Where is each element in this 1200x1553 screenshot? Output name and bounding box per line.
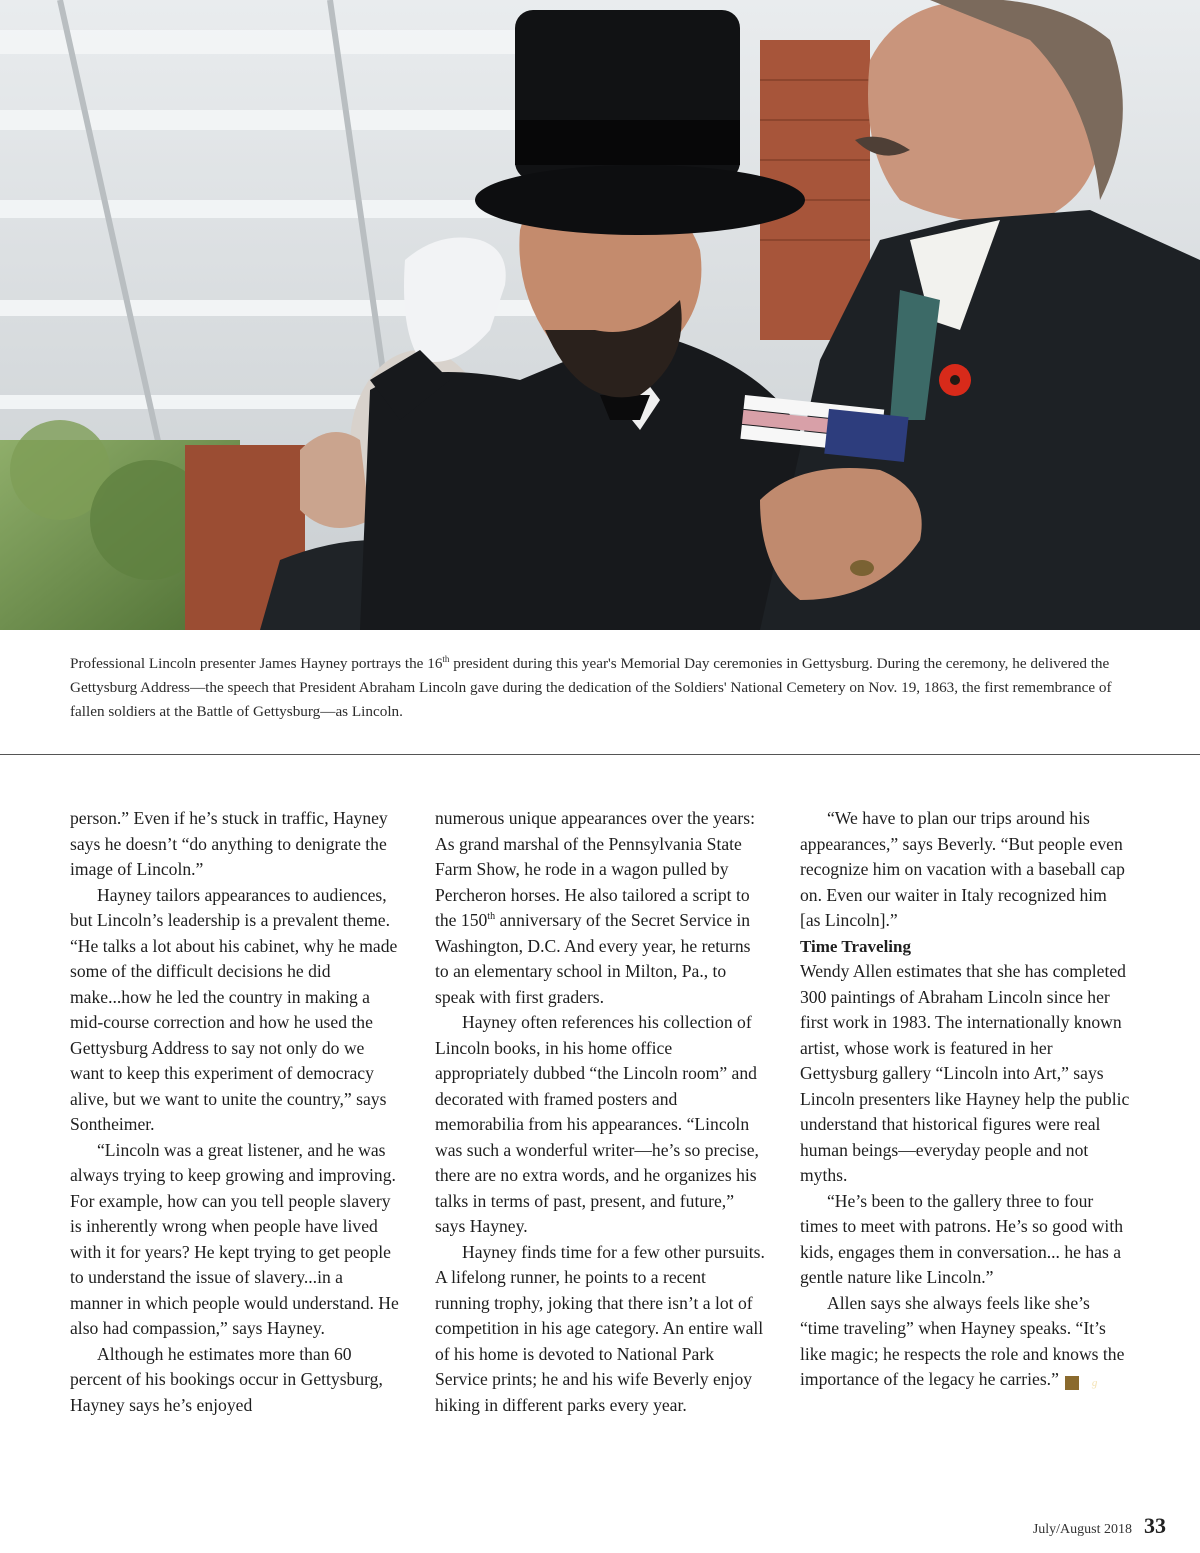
paragraph: “Lincoln was a great listener, and he was always trying to keep growing and improving. For example, how can you tell people slavery is inherently wrong when people have lived with it for years? He kept trying to get people to understand the issue of slavery...in a manner in which people would understand. He also had compassion,” says Hayney. xyxy=(70,1139,399,1338)
paragraph: Wendy Allen estimates that she has completed 300 paintings of Abraham Lincoln since her first work in 1983. The internationally known artist, whose work is featured in her Gettysburg gallery “Lincoln into Art,” says Lincoln presenters like Hayney help the public understand that historical figures were real human beings—everyday people and not myths. xyxy=(800,961,1130,1185)
paragraph-text: anniversary of the Secret Service in Washington, D.C. And every year, he returns to an elementary school in Milton, Pa., to speak with first graders. xyxy=(435,910,751,1007)
section-divider xyxy=(0,754,1200,755)
photo-caption xyxy=(70,652,1140,724)
page-footer xyxy=(1033,1513,1166,1539)
paragraph-text: numerous unique appearances over the years: As grand marshal of the Pennsylvania State Farm Show, he rode in a wagon pulled by Percheron horses. He also tailored a script to the 150 xyxy=(435,808,755,930)
paragraph: “We have to plan our trips around his appearances,” says Beverly. “But people even recognize him on vacation with a baseball cap on. Even our waiter in Italy recognized him [as Lincoln].” xyxy=(800,808,1125,930)
article-column-2 xyxy=(435,806,765,1418)
issue-date: July/August 2018 xyxy=(1032,1522,1132,1537)
paragraph: Although he estimates more than 60 percent of his bookings occur in Gettysburg, Hayney says he’s enjoyed xyxy=(70,1343,383,1415)
section-subhead: Time Traveling xyxy=(800,936,911,956)
paragraph: Hayney tailors appearances to audiences, but Lincoln’s leadership is a prevalent theme. “He talks a lot about his cabinet, why he made some of the difficult decisions he did make...how he led the country in making a mid-course correction and how he used the Gettysburg Address to say not only do we want to keep this experiment of democracy alive, but we want to unite the country,” says Sontheimer. xyxy=(70,884,398,1134)
article-column-1 xyxy=(70,806,400,1418)
paragraph-text: Allen says she always feels like she’s “time traveling” when Hayney speaks. “It’s like magic; he respects the role and knows the importance of the legacy he carries.” xyxy=(800,1292,1125,1389)
caption-text-1: Professional Lincoln presenter James Hayney portrays the 16 xyxy=(70,655,443,672)
page-number: 33 xyxy=(1144,1513,1166,1538)
end-of-article-icon: g xyxy=(1065,1376,1079,1390)
paragraph: person.” Even if he’s stuck in traffic, Hayney says he doesn’t “do anything to denigrate the image of Lincoln.” xyxy=(70,808,388,879)
paragraph: “He’s been to the gallery three to four times to meet with patrons. He’s so good with kids, engages them in conversation... he has a gentle nature like Lincoln.” xyxy=(800,1190,1124,1287)
hero-photo xyxy=(0,0,1200,630)
superscript: th xyxy=(487,911,496,923)
caption-superscript: th xyxy=(442,653,450,664)
paragraph: Hayney finds time for a few other pursuits. A lifelong runner, he points to a recent running trophy, joking that there isn’t a lot of competition in his age category. An entire wall of his home is devoted to National Park Service prints; he and his wife Beverly enjoy hiking in different parks every year. xyxy=(435,1241,765,1415)
caption-text-2: president during this year's Memorial Day ceremonies in Gettysburg. During the ceremony, he delivered the Gettysburg Address—the speech that President Abraham Lincoln gave during the dedication of the Soldiers' National Cemetery on Nov. 19, 1863, the first remembrance of fallen soldiers at the Battle of Gettysburg—as Lincoln. xyxy=(70,655,1112,720)
paragraph: Hayney often references his collection of Lincoln books, in his home office appropriately dubbed “the Lincoln room” and decorated with framed posters and memorabilia from his appearances. “Lincoln was such a wonderful writer—he’s so precise, there are no extra words, and he organizes his talks in terms of past, present, and future,” says Hayney. xyxy=(435,1012,759,1236)
paragraph xyxy=(800,1291,1130,1393)
article-column-3 xyxy=(800,806,1130,1393)
paragraph xyxy=(435,806,765,1010)
lincoln-ceremony-illustration xyxy=(0,0,1200,630)
